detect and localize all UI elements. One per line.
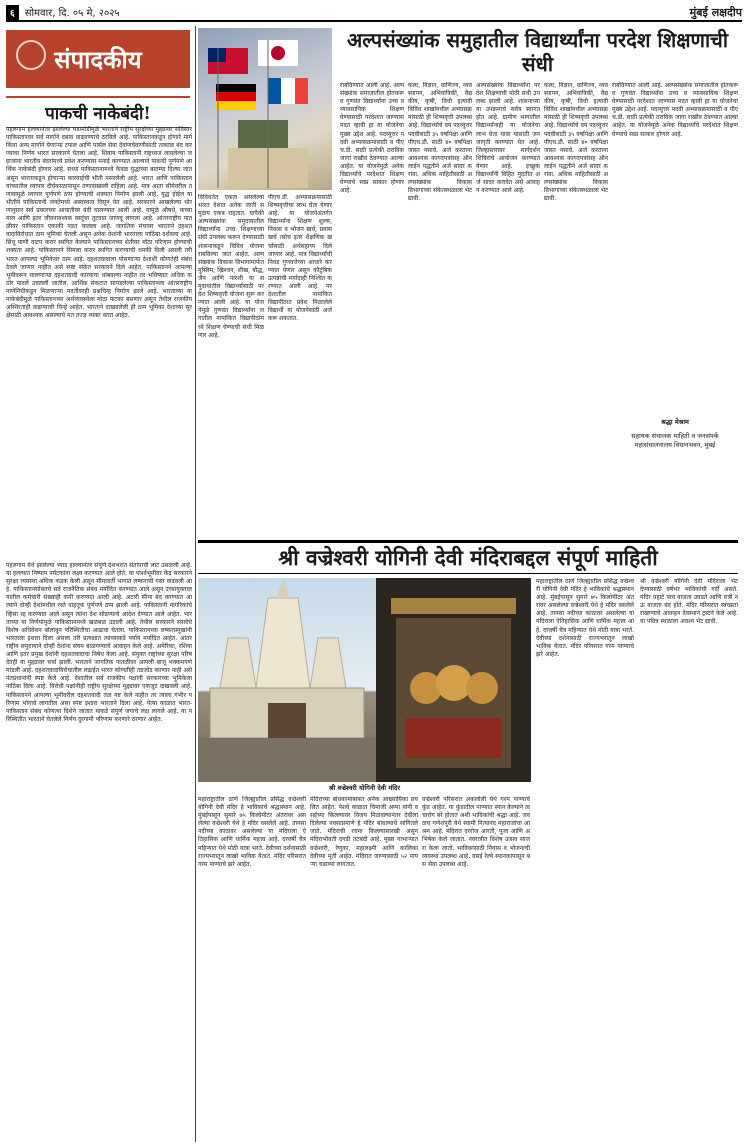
article2-col1: महाराष्ट्रातील ठाणे जिल्ह्यातील प्रसिद्ध वज्रेश्वरी योगिनी देवी मंदिर हे भाविकांचे श्रद्धास्थान आहे. मुंबईपासून सुमारे ७५ किलोमीटर अंतरावर असलेल्या वज्रेश्वरी येथे हे मंदिर वसलेले आहे. तानसा नदीच्या काठावर असलेल्या या मंदिराला ऐतिहासिक आणि धार्मिक महत्त्व आहे. दरवर्षी चैत्र महिन्यात येथे मोठी यात्रा भरते. देवीच्या दर्शनासाठी राज्यभरातून लाखो भाविक येतात. मंदिर परिसरात गरम पाण्याचे झरे आहेत. <box>198 796 306 868</box>
article1-headline: अल्पसंख्यांक समुहातील विद्यार्थ्यांना परदेश शिक्षणाची संधी <box>346 28 729 76</box>
editorial-body-part2: पहलगाम येथे झालेल्या भ्याड हल्ल्यानंतर संपूर्ण देशभरात संतापाची लाट उसळली आहे. या हल्ल्यात निष्पाप पर्यटकांना लक्ष्य करण्यात आले होते. या पार्श्वभूमीवर केंद्र सरकारने सुरक्षा व्यवस्था अधिक कडक केली असून सीमावर्ती भागात लष्कराची गस्त वाढवली आहे. पाकिस्तानसोबतचे सर्व राजनैतिक संबंध मर्यादित करण्यात आले असून उच्चायुक्तालयातील कर्मचारी संख्याही कमी करण्यात आली आहे. अटारी सीमा बंद करण्यात आल्याने दोन्ही देशांमधील रस्ते वाहतूक पूर्णपणे ठप्प झाली आहे. पाकिस्तानी नागरिकांचे व्हिसा रद्द करण्यात आले असून त्यांना देश सोडण्याचे आदेश देण्यात आले आहेत. भारताच्या या निर्णयांमुळे पाकिस्तानमध्ये खळबळ उडाली आहे. तेथील सरकारने संसदेचे विशेष अधिवेशन बोलावून परिस्थितीचा आढावा घेतला. पाकिस्तानच्या लष्करप्रमुखांनी भारताला इशारा दिला असला तरी प्रत्यक्षात त्यांच्याकडे पर्याय मर्यादित आहेत. आंतरराष्ट्रीय समुदायाने दोन्ही देशांना संयम बाळगण्याचे आवाहन केले आहे. अमेरिका, रशिया आणि इतर प्रमुख देशांनी दहशतवादाचा निषेध केला आहे. संयुक्त राष्ट्रांच्या सुरक्षा परिषदेतही या मुद्द्यावर चर्चा झाली. भारताने जागतिक पातळीवर आपली बाजू भक्कमपणे मांडली आहे. दहशतवादाविरोधातील लढाईत भारत कोणतीही तडजोड करणार नाही असे पंतप्रधानांनी स्पष्ट केले आहे. देशातील सर्व राजकीय पक्षांनी सरकारच्या भूमिकेला पाठिंबा दिला आहे. विरोधी पक्षांनीही राष्ट्रीय सुरक्षेच्या मुद्द्यावर एकजूट दाखवली आहे. पाकिस्तानने आपल्या भूमीवरील दहशतवादी तळ नष्ट केले नाहीत तर त्याला गंभीर परिणाम भोगावे लागतील असा स्पष्ट इशारा भारताने दिला आहे. येत्या काळात भारत-पाकिस्तान संबंध कोणत्या दिशेने जातात याकडे संपूर्ण जगाचे लक्ष लागले आहे. या परिस्थितीत भारताने घेतलेले निर्णय दूरगामी परिणाम करणारे ठरणार आहेत. <box>6 562 192 723</box>
page-header <box>6 4 742 22</box>
editorial-title: पाकची नाकेबंदी! <box>6 96 190 128</box>
article1-col2: पीएच.डी. अभ्यासक्रमासाठी शिष्यवृत्तीचा लाभ घेता येणार आहे. या योजनेअंतर्गत विद्यार्थ्यांना शिक्षण शुल्क, निवास व भोजन खर्च, प्रवास खर्च तसेच इतर शैक्षणिक खर्चासाठी अर्थसहाय्य दिले जाणार आहे. पात्र विद्यार्थ्यांची निवड गुणवत्तेच्या आधारे करण्यात येणार असून कौटुंबिक उत्पन्नाची मर्यादाही निश्चित करण्यात आली आहे. परदेशातील नामांकित विद्यापीठात प्रवेश मिळालेले विद्यार्थी या योजनेसाठी अर्ज करू शकतात. <box>268 194 332 323</box>
column-divider <box>195 26 196 1142</box>
temple-photo <box>198 578 376 782</box>
deity-photo <box>376 578 531 782</box>
article2-col3: वज्रेश्वरी परिसरात अकलोली येथे गरम पाण्याचे कुंड आहेत. या कुंडातील पाण्यात स्नान केल्याने त्वचारोग बरे होतात अशी भाविकांची श्रद्धा आहे. जवळच गणेशपुरी येथे स्वामी नित्यानंद महाराजांचा आश्रम आहे. मंदिरात दररोज आरती, पूजा आणि अभिषेक केले जातात. नवरात्रीत विशेष उत्सव साजरा केला जातो. भाविकांसाठी निवास व भोजनाची व्यवस्था उपलब्ध आहे. वसई रेल्वे स्थानकापासून बस सेवा उपलब्ध आहे. <box>422 796 530 868</box>
article2-col5: श्री वज्रेश्वरी योगिनी देवी मंदिराला भेट देण्यासाठी वर्षभर भाविकांची गर्दी असते. मंदिर पहाटे पाच वाजता उघडते आणि रात्री नऊ वाजता बंद होते. मंदिर परिसरात स्वच्छता राखण्याचे आवाहन देवस्थान ट्रस्टने केले आहे. या पवित्र स्थळाला अवश्य भेट द्यावी. <box>640 578 738 626</box>
flags-photo <box>198 28 332 190</box>
article2-col4: महाराष्ट्रातील ठाणे जिल्ह्यातील प्रसिद्ध वज्रेश्वरी योगिनी देवी मंदिर हे भाविकांचे श्रद्धास्थान आहे. मुंबईपासून सुमारे ७५ किलोमीटर अंतरावर असलेल्या वज्रेश्वरी येथे हे मंदिर वसलेले आहे. तानसा नदीच्या काठावर असलेल्या या मंदिराला ऐतिहासिक आणि धार्मिक महत्त्व आहे. दरवर्षी चैत्र महिन्यात येथे मोठी यात्रा भरते. देवीच्या दर्शनासाठी राज्यभरातून लाखो भाविक येतात. मंदिर परिसरात गरम पाण्याचे झरे आहेत. <box>536 578 634 658</box>
article1-col1: विविधतेत एकता असलेल्या भारत देशात अनेक जाती समुदाय एकत्र राहतात. यापैकी अल्पसंख्यांक समुदायातील विद्यार्थ्यांना उच्च शिक्षणाच्या संधी उपलब्ध करून देण्यासाठी शासनाकडून विविध योजना राबविल्या जात आहेत. अल्पसंख्यांक विकास विभागामार्फत मुस्लिम, ख्रिश्चन, शीख, बौद्ध, जैन आणि पारशी या समुदायांतील विद्यार्थ्यांसाठी परदेश शिष्यवृत्ती योजना सुरू करण्यात आली आहे. या योजनेमुळे गुणवंत विद्यार्थ्यांना जगातील नामांकित विद्यापीठांमध्ये शिक्षण घेण्याची संधी मिळणार आहे. <box>198 194 264 339</box>
deity-illustration <box>376 578 531 782</box>
page-number: ६ <box>6 5 19 20</box>
editorial-banner <box>6 30 190 88</box>
flower-ornament-icon <box>16 40 46 70</box>
issue-date: सोमवार, दि. ०५ मे, २०२५ <box>24 8 120 19</box>
article2-col2: मंदिराच्या बांधकामाबाबत अनेक आख्यायिका प्रचलित आहेत. पेशवे काळात चिमाजी अप्पा यांनी वसईच्या किल्ल्यावर विजय मिळवल्यानंतर देवीला दिलेल्या नवसाप्रमाणे हे मंदिर बांधल्याचे सांगितले जाते. मंदिराची रचना किल्ल्यासारखी असून मंदिराभोवती दगडी तटबंदी आहे. मुख्य गाभाऱ्यात वज्रेश्वरी, रेणुका, महालक्ष्मी आणि कालिका देवीच्या मूर्ती आहेत. मंदिरात जाण्यासाठी ५२ पायऱ्या चढाव्या लागतात. <box>310 796 418 868</box>
article2-headline: श्री वज्रेश्वरी योगिनी देवी मंदिराबद्दल संपूर्ण माहिती <box>198 540 738 574</box>
article2-photo-caption: श्री वज्रेश्वरी योगिनी देवी मंदिर <box>328 784 401 792</box>
article1-col6: कला, विज्ञान, वाणिज्य, व्यवस्थापन, अभियांत्रिकी, वैद्यकीय, कृषी, विधी इत्यादी विविध शाखांमधील अभ्यासक्रमांसाठी ही शिष्यवृत्ती उपलब्ध आहे. विद्यार्थ्याचे वय पदव्युत्तर पदवीसाठी ३५ वर्षांपेक्षा आणि पीएच.डी. साठी ४० वर्षांपेक्षा जास्त नसावे. अर्ज करताना आवश्यक कागदपत्रांसह ऑनलाईन पद्धतीने अर्ज सादर करावा. अधिक माहितीसाठी अल्पसंख्यांक विकास विभागाच्या संकेतस्थळाला भेट द्यावी. <box>544 82 608 203</box>
article1-col5: अल्पसंख्यांक विद्यार्थ्यांना परदेश शिक्षणाची मोठी संधी उपलब्ध झाली आहे. शासनाच्या या उपक्रमाचे सर्वत्र स्वागत होत आहे. ग्रामीण भागातील विद्यार्थ्यांनाही या योजनेचा लाभ घेता यावा यासाठी जनजागृती करण्यात येत आहे. जिल्हास्तरावर मार्गदर्शन शिबिरांचे आयोजन करण्यात येणार आहे. इच्छुक विद्यार्थ्यांनी विहित मुदतीत अर्ज सादर करावेत असे आवाहन करण्यात आले आहे. <box>476 82 540 195</box>
article1-col4: कला, विज्ञान, वाणिज्य, व्यवस्थापन, अभियांत्रिकी, वैद्यकीय, कृषी, विधी इत्यादी विविध शाखांमधील अभ्यासक्रमांसाठी ही शिष्यवृत्ती उपलब्ध आहे. विद्यार्थ्याचे वय पदव्युत्तर पदवीसाठी ३५ वर्षांपेक्षा आणि पीएच.डी. साठी ४० वर्षांपेक्षा जास्त नसावे. अर्ज करताना आवश्यक कागदपत्रांसह ऑनलाईन पद्धतीने अर्ज सादर करावा. अधिक माहितीसाठी अल्पसंख्यांक विकास विभागाच्या संकेतस्थळाला भेट द्यावी. <box>408 82 472 203</box>
article1-author-role: सहायक संचालक माहिती व जनसंपर्क महासंचालनालय विधानभवन, मुंबई <box>631 432 719 449</box>
article1-col3: राबविण्यात आली आहे. अल्पसंख्यांक समाजातील होतकरू व गुणवंत विद्यार्थ्यांना उच्च व व्यावसायिक शिक्षण घेण्यासाठी परदेशात जाण्यास मदत व्हावी हा या योजनेचा मुख्य उद्देश आहे. पदव्युत्तर पदवी अभ्यासक्रमासाठी व पीएच.डी. साठी प्रत्येकी ठराविक जागा राखीव ठेवण्यात आल्या आहेत. या योजनेमुळे अनेक विद्यार्थ्यांचे परदेशात शिक्षण घेण्याचे स्वप्न साकार होणार आहे. <box>340 82 404 195</box>
paper-name: मुंबई लक्षदीप <box>689 5 742 19</box>
editorial-body-part1: पहलगाम हल्ल्यानंतर झालेल्या घडामोडींमुळे भारताने राष्ट्रीय सुरक्षेच्या मुद्द्यावर सविस्तर पाकिस्तानवर सर्व मार्गाने दबाव वाढवण्याचे ठरविले आहे. पाकिस्तानकडून होणारे मार्ग किंवा अन्य मार्गाने येणाऱ्या टपाल आणि पार्सल सेवा देवाणघेवाणीसाठी तत्काळ बंद करण्याचा निर्णय भारत सरकारने घेतला आहे. शिवाय पाकिस्तानी राष्ट्रध्वज लावलेल्या जहाजांना भारतीय बंदरांमध्ये प्रवेश करण्यास मनाई करण्यात आल्याने पाकची पूर्णपणे आर्थिक नाकेबंदी होणार आहे. सध्या पाकिस्तानामध्ये केवळ युद्धाच्या बातम्या दिल्या जात असून भारताकडून होणाऱ्या कारवाईची भीती पसरलेली आहे. भारत आणि पाकिस्तान यांच्यातील व्यापार दीर्घकाळापासून तणावाखाली राहिला आहे. मात्र आता सीमेवरील तणावामुळे व्यापार पूर्णपणे ठप्प होण्याची शक्यता निर्माण झाली आहे. युद्ध होईल या भीतीने पाकिस्तानी जनतेमध्ये अस्वस्थता दिसून येत आहे. सरकारने आखलेल्या धोरणानुसार सर्व प्रकारच्या आयातीवर बंदी घालण्यात आली आहे. यामुळे औषधे, कच्चा माल आणि इतर जीवनावश्यक वस्तूंचा तुटवडा जाणवू लागला आहे. आंतरराष्ट्रीय पातळीवर पाकिस्तान एकाकी पडत चालला आहे. जागतिक मंचावर भारताने दहशतवादाविरोधात ठाम भूमिका घेतली असून अनेक देशांनी भारताला पाठिंबा दर्शवला आहे. सिंधू पाणी वाटप करार स्थगित केल्याने पाकिस्तानच्या शेतीवर मोठा परिणाम होण्याची शक्यता आहे. पाकिस्तानने सिमला करार स्थगित करण्याची धमकी दिली असली तरी भारत आपल्या भूमिकेवर ठाम आहे. दहशतवादाला पोसणाऱ्या देशाशी कोणतेही संबंध ठेवले जाणार नाहीत असे स्पष्ट संकेत सरकारने दिले आहेत. पाकिस्तानने आपल्या भूमीवरून चालणाऱ्या दहशतवादी कारवाया थांबवल्या नाहीत तर भविष्यात अधिक कठोर पावले उचलली जातील. आर्थिक संकटात सापडलेल्या पाकिस्तानला आंतरराष्ट्रीय नाणेनिधीकडून मिळणाऱ्या मदतीवरही प्रश्नचिन्ह निर्माण झाले आहे. भारताच्या या नाकेबंदीमुळे पाकिस्तानच्या अर्थव्यवस्थेला मोठा फटका बसणार असून तेथील राजकीय अस्थिरताही वाढण्याची चिन्हे आहेत. भारताने दाखवलेली ही ठाम भूमिका देशाच्या सुरक्षेसाठी आवश्यक असल्याचे मत तज्ज्ञ व्यक्त करत आहेत. <box>6 126 192 320</box>
temple-illustration <box>198 578 376 782</box>
flags-illustration <box>198 28 332 190</box>
editorial-banner-label: संपादकीय <box>54 44 142 74</box>
article1-col7: राबविण्यात आली आहे. अल्पसंख्यांक समाजातील होतकरू व गुणवंत विद्यार्थ्यांना उच्च व व्यावसायिक शिक्षण घेण्यासाठी परदेशात जाण्यास मदत व्हावी हा या योजनेचा मुख्य उद्देश आहे. पदव्युत्तर पदवी अभ्यासक्रमासाठी व पीएच.डी. साठी प्रत्येकी ठराविक जागा राखीव ठेवण्यात आल्या आहेत. या योजनेमुळे अनेक विद्यार्थ्यांचे परदेशात शिक्षण घेण्याचे स्वप्न साकार होणार आहे. <box>612 82 738 138</box>
article1-author-name: श्रद्धा मेश्राम <box>661 418 689 426</box>
